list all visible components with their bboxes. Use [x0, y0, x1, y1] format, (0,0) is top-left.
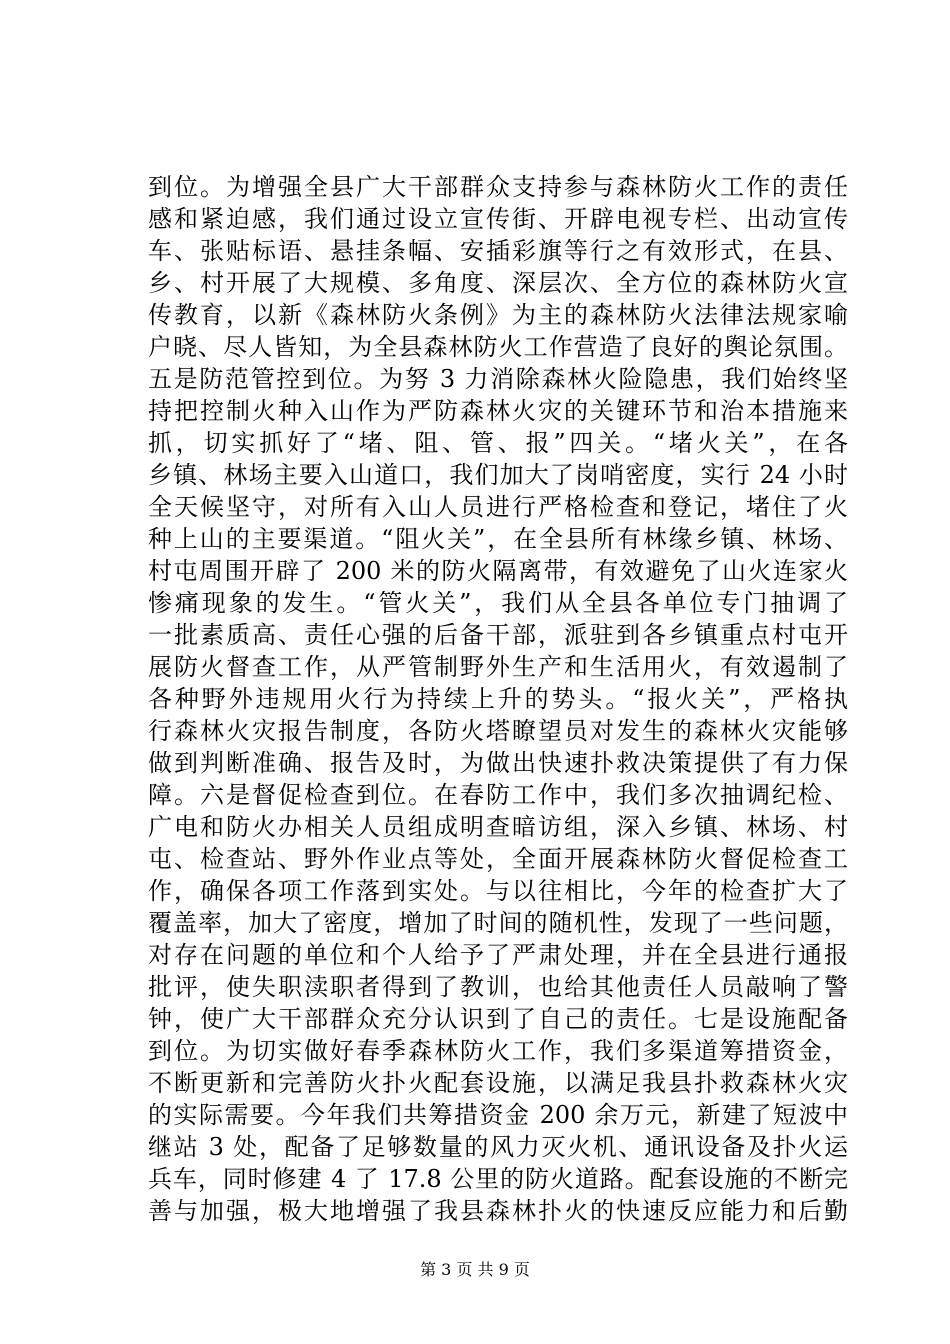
text-line: 惨痛现象的发生。“管火关”，我们从全县各单位专门抽调了 [148, 589, 848, 617]
text-line: 展防火督查工作，从严管制野外生产和生活用火，有效遏制了 [148, 653, 848, 681]
page-number-footer: 第 3 页 共 9 页 [420, 1260, 530, 1279]
text-line: 作，确保各项工作落到实处。与以往相比，今年的检查扩大了 [148, 877, 848, 905]
text-line: 感和紧迫感，我们通过设立宣传街、开辟电视专栏、出动宣传 [148, 205, 848, 233]
text-line: 户晓、尽人皆知，为全县森林防火工作营造了良好的舆论氛围。 [148, 333, 848, 361]
text-line: 五是防范管控到位。为努 3 力消除森林火险隐患，我们始终坚 [148, 365, 848, 393]
text-line: 到位。为切实做好春季森林防火工作，我们多渠道筹措资金， [148, 1037, 848, 1065]
text-line: 屯、检查站、野外作业点等处，全面开展森林防火督促检查工 [148, 845, 848, 873]
text-line: 广电和防火办相关人员组成明查暗访组，深入乡镇、林场、村 [148, 813, 848, 841]
text-line: 善与加强，极大地增强了我县森林扑火的快速反应能力和后勤 [148, 1197, 848, 1225]
text-line: 车、张贴标语、悬挂条幅、安插彩旗等行之有效形式，在县、 [148, 237, 848, 265]
text-line: 各种野外违规用火行为持续上升的势头。“报火关”，严格执 [148, 685, 848, 713]
text-line: 乡、村开展了大规模、多角度、深层次、全方位的森林防火宣 [148, 269, 848, 297]
text-line: 钟，使广大干部群众充分认识到了自己的责任。七是设施配备 [148, 1005, 848, 1033]
text-line: 传教育，以新《森林防火条例》为主的森林防火法律法规家喻 [148, 301, 848, 329]
text-line: 的实际需要。今年我们共筹措资金 200 余万元，新建了短波中 [148, 1101, 848, 1129]
text-line: 批评，使失职渎职者得到了教训，也给其他责任人员敲响了警 [148, 973, 848, 1001]
text-line: 对存在问题的单位和个人给予了严肃处理，并在全县进行通报 [148, 941, 848, 969]
text-line: 继站 3 处，配备了足够数量的风力灭火机、通讯设备及扑火运 [148, 1133, 848, 1161]
text-line: 持把控制火种入山作为严防森林火灾的关键环节和治本措施来 [148, 397, 848, 425]
text-line: 障。六是督促检查到位。在春防工作中，我们多次抽调纪检、 [148, 781, 848, 809]
text-line: 全天候坚守，对所有入山人员进行严格检查和登记，堵住了火 [148, 493, 848, 521]
text-line: 兵车，同时修建 4 了 17.8 公里的防火道路。配套设施的不断完 [148, 1165, 848, 1193]
text-line: 乡镇、林场主要入山道口，我们加大了岗哨密度，实行 24 小时 [148, 461, 848, 489]
text-line: 做到判断准确、报告及时，为做出快速扑救决策提供了有力保 [148, 749, 848, 777]
text-line: 抓，切实抓好了“堵、阻、管、报”四关。“堵火关”，在各 [148, 429, 848, 457]
text-line: 覆盖率，加大了密度，增加了时间的随机性，发现了一些问题， [148, 909, 848, 937]
text-line: 一批素质高、责任心强的后备干部，派驻到各乡镇重点村屯开 [148, 621, 848, 649]
body-text [148, 171, 848, 1227]
text-line: 种上山的主要渠道。“阻火关”，在全县所有林缘乡镇、林场、 [148, 525, 848, 553]
text-line: 行森林火灾报告制度，各防火塔瞭望员对发生的森林火灾能够 [148, 717, 848, 745]
text-line: 村屯周围开辟了 200 米的防火隔离带，有效避免了山火连家火 [148, 557, 848, 585]
text-line: 到位。为增强全县广大干部群众支持参与森林防火工作的责任 [148, 173, 848, 201]
text-line: 不断更新和完善防火扑火配套设施，以满足我县扑救森林火灾 [148, 1069, 848, 1097]
